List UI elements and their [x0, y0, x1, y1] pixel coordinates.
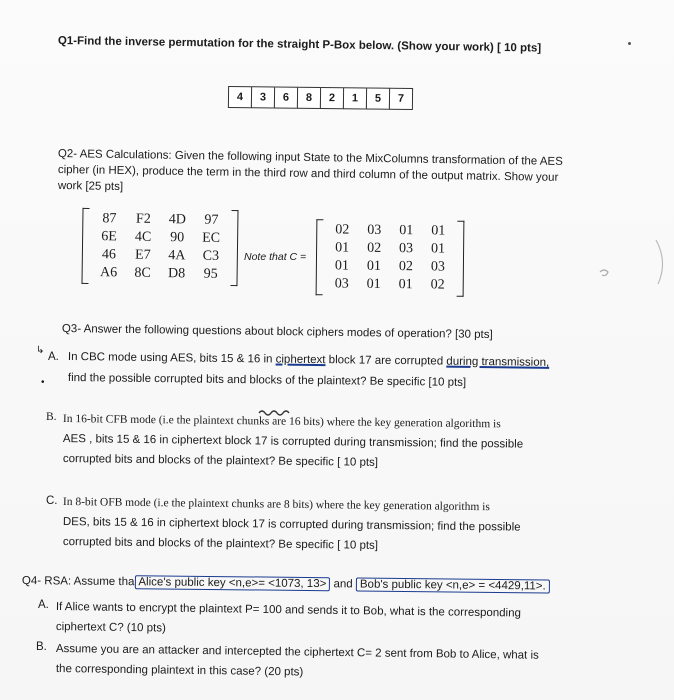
pencil-mark-right	[560, 232, 670, 292]
q2-line2: cipher (in HEX), produce the term in the third row and third column of the output matrix. Show your	[57, 163, 559, 184]
q3a-label: A.	[48, 351, 59, 363]
c-matrix-cell: 02	[398, 259, 413, 275]
c-matrix-cell: 01	[366, 258, 381, 274]
pbox-cell: 7	[389, 88, 413, 110]
c-matrix-cell: 01	[334, 258, 349, 274]
q3a-line1-pre: In CBC mode using AES, bits 15 & 16 in	[67, 350, 276, 366]
pbox-table	[229, 86, 413, 110]
q4-heading	[22, 574, 550, 594]
q4a-line2: ciphertext C? (10 pts)	[55, 620, 166, 635]
state-matrix	[81, 208, 238, 286]
state-matrix-cell: 46	[101, 247, 116, 263]
state-matrix-cell: C3	[202, 248, 220, 264]
state-matrix-cell: F2	[135, 211, 151, 227]
q2-line3: work [25 pts]	[57, 179, 124, 194]
pbox-cell: 5	[366, 87, 390, 109]
c-matrix-cell: 01	[335, 240, 350, 256]
q4b-line1: Assume you are an attacker and intercepted the ciphertext C= 2 sent from Bob to Alice, what is	[55, 642, 539, 662]
c-matrix-cell: 01	[431, 241, 446, 257]
c-matrix-cell: 02	[367, 240, 382, 256]
q3c-line1: In 8-bit OFB mode (i.e the plaintext chunks are 8 bits) where the key generation algorithm is	[62, 495, 490, 514]
state-matrix-cell: 90	[170, 230, 185, 246]
q3b-line2: AES , bits 15 & 16 in ciphertext block 17 is corrupted during transmission; find the possible	[62, 432, 524, 451]
q2-line1: Q2- AES Calculations: Given the following input State to the MixColumns transformation of the AES	[57, 147, 563, 168]
pbox-cell: 8	[297, 87, 321, 109]
state-matrix-cell: EC	[202, 230, 221, 246]
q3b-line3: corrupted bits and blocks of the plaintext? Be specific [ 10 pts]	[62, 452, 379, 469]
q3b-line1: In 16-bit CFB mode (i.e the plaintext chunks are 16 bits) where the key generation algorithm is	[62, 412, 501, 431]
edge-dot	[628, 42, 631, 45]
q3a-line1-mid: block 17 are corrupted	[325, 354, 447, 368]
q3a-line1	[68, 350, 549, 370]
state-matrix-cell: A6	[99, 265, 118, 281]
c-matrix-cell: 03	[334, 276, 349, 292]
c-matrix-cell: 03	[399, 241, 414, 257]
pbox-cell: 4	[228, 86, 252, 108]
pbox-cell: 6	[274, 87, 298, 109]
state-matrix-cell: 87	[102, 211, 117, 227]
state-matrix-cell: 8C	[134, 265, 151, 281]
state-matrix-cell: 6E	[101, 229, 118, 245]
margin-tick: ↳	[36, 345, 45, 356]
q3c-line2: DES, bits 15 & 16 in ciphertext block 17 is corrupted during transmission; find the possible	[62, 515, 521, 534]
state-matrix-cell: 4A	[168, 248, 186, 264]
q3a-ciphertext-underlined: ciphertext	[275, 353, 326, 367]
q3a-line2: find the possible corrupted bits and blocks of the plaintext? Be specific [10 pts]	[67, 371, 467, 389]
c-matrix-cell: 01	[399, 223, 414, 239]
pbox-cell: 2	[320, 87, 344, 109]
q4a-line1: If Alice wants to encrypt the plaintext P= 100 and sends it to Bob, what is the corresponding	[55, 600, 522, 620]
q4-heading-mid: and	[330, 578, 356, 591]
alice-public-key: Alice's public key <n,e>= <1073, 13>	[134, 575, 330, 591]
state-matrix-cell: 95	[203, 266, 218, 282]
q4a-label: A.	[38, 599, 49, 611]
q3a-transmission-underlined: during transmission,	[446, 355, 550, 369]
c-matrix-cell: 01	[398, 277, 413, 293]
margin-dot: •	[41, 377, 45, 388]
bob-public-key: Bob's public key <n,e> = <4429,11>.	[356, 577, 550, 593]
c-matrix-cell: 01	[431, 223, 446, 239]
q4b-line2: the corresponding plaintext in this case? (20 pts)	[55, 662, 304, 679]
pbox-cell: 1	[343, 87, 367, 109]
state-matrix-cell: 4C	[134, 229, 152, 245]
q1-text: Q1-Find the inverse permutation for the straight P-Box below. (Show your work) [ 10 pts]	[57, 34, 542, 55]
c-matrix-cell: 03	[430, 259, 445, 275]
state-matrix-cell: 97	[204, 212, 219, 228]
q3c-line3: corrupted bits and blocks of the plaintext? Be specific [ 10 pts]	[62, 535, 379, 552]
c-matrix-cell: 03	[367, 222, 382, 238]
pbox-cell: 3	[251, 86, 275, 108]
c-matrix	[316, 219, 465, 297]
q4-heading-pre: Q4- RSA: Assume tha	[21, 574, 135, 589]
note-label: Note that C =	[244, 251, 307, 263]
c-matrix-cell: 01	[366, 276, 381, 292]
c-matrix-cell: 02	[335, 222, 350, 238]
q4b-label: B.	[36, 641, 47, 653]
state-matrix-cell: D8	[167, 266, 186, 282]
q3-heading: Q3- Answer the following questions about block ciphers modes of operation? [30 pts]	[61, 322, 493, 342]
state-matrix-cell: 4D	[168, 212, 187, 228]
c-matrix-cell: 02	[430, 277, 445, 293]
q3c-label: C.	[46, 495, 58, 507]
state-matrix-cell: E7	[134, 247, 151, 263]
q3b-label: B.	[46, 411, 57, 423]
